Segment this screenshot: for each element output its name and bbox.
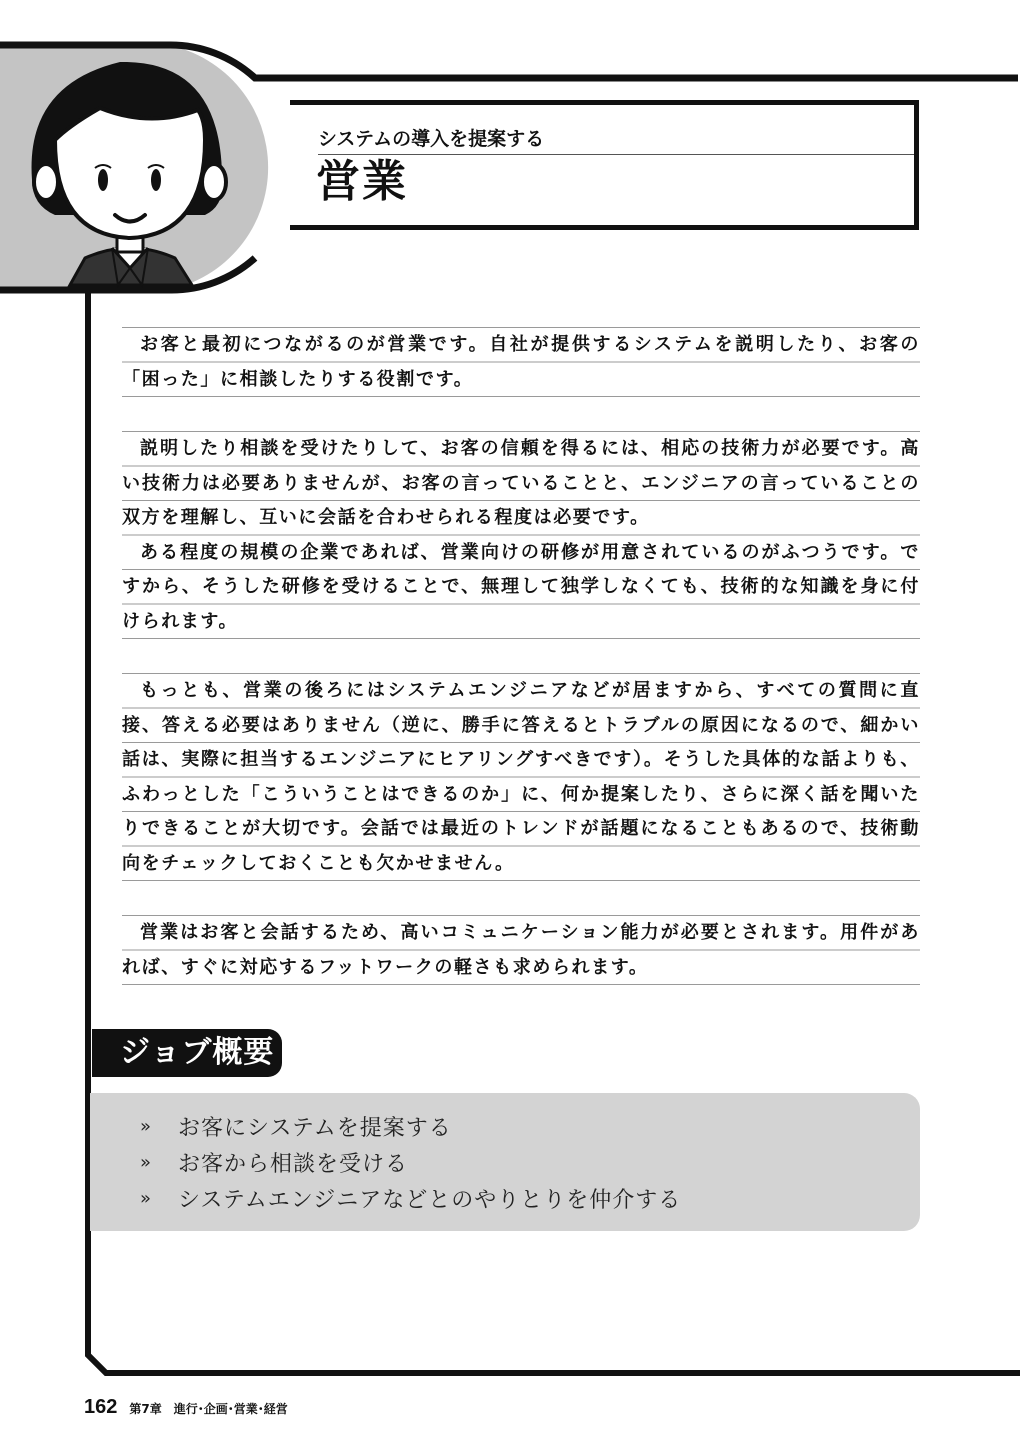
body-paragraph: 説明したり相談を受けたりして、お客の信頼を得るには、相応の技術力が必要です。高い技術力は必要ありませんが、お客の言っていることと、エンジニアの言っていることの双方を理解し、互いに会話を合わせられる程度は必要です。 bbox=[122, 438, 920, 528]
list-item-text: お客から相談を受ける bbox=[178, 1151, 409, 1177]
page-number: 162 bbox=[84, 1396, 118, 1418]
bullet-icon: » bbox=[140, 1115, 153, 1137]
body-paragraph: お客と最初につながるのが営業です。自社が提供するシステムを説明したり、お客の「困った」に相談したりする役割です。 bbox=[122, 334, 920, 390]
job-summary-list bbox=[140, 1108, 681, 1216]
list-item bbox=[140, 1180, 681, 1216]
page-footer bbox=[84, 1396, 288, 1419]
body-paragraph: もっとも、営業の後ろにはシステムエンジニアなどが居ますから、すべての質問に直接、答える必要はありません（逆に、勝手に答えるとトラブルの原因になるので、細かい話は、実際に担当するエンジニアにヒアリングすべきです）。そうした具体的な話よりも、ふわっとした「こういうことはできるのか」に、何か提案したり、さらに深く話を聞いたりできることが大切です。会話では最近のトレンドが話題になることもあるので、技術動向をチェックしておくことも欠かせません。 bbox=[122, 680, 920, 874]
page-subtitle: システムの導入を提案する bbox=[318, 128, 545, 150]
body-block-1 bbox=[122, 327, 920, 397]
bullet-icon: » bbox=[140, 1187, 153, 1209]
page-title: 営業 bbox=[316, 156, 408, 207]
body-block-4 bbox=[122, 915, 920, 985]
list-item bbox=[140, 1144, 681, 1180]
chapter-label: 第7章 bbox=[129, 1402, 162, 1416]
body-block-2 bbox=[122, 431, 920, 639]
body-paragraph: 営業はお客と会話するため、高いコミュニケーション能力が必要とされます。用件があれば、すぐに対応するフットワークの軽さも求められます。 bbox=[122, 922, 920, 978]
list-item-text: お客にシステムを提案する bbox=[178, 1115, 452, 1141]
list-item bbox=[140, 1108, 681, 1144]
bullet-icon: » bbox=[140, 1151, 153, 1173]
body-paragraph: ある程度の規模の企業であれば、営業向けの研修が用意されているのがふつうです。ですから、そうした研修を受けることで、無理して独学しなくても、技術的な知識を身に付けられます。 bbox=[122, 541, 920, 632]
list-item-text: システムエンジニアなどとのやりとりを仲介する bbox=[178, 1187, 682, 1213]
body-block-3 bbox=[122, 673, 920, 881]
header-divider bbox=[318, 154, 914, 155]
chapter-title: 進行･企画･営業･経営 bbox=[173, 1402, 288, 1416]
job-summary-heading: ジョブ概要 bbox=[92, 1029, 282, 1077]
